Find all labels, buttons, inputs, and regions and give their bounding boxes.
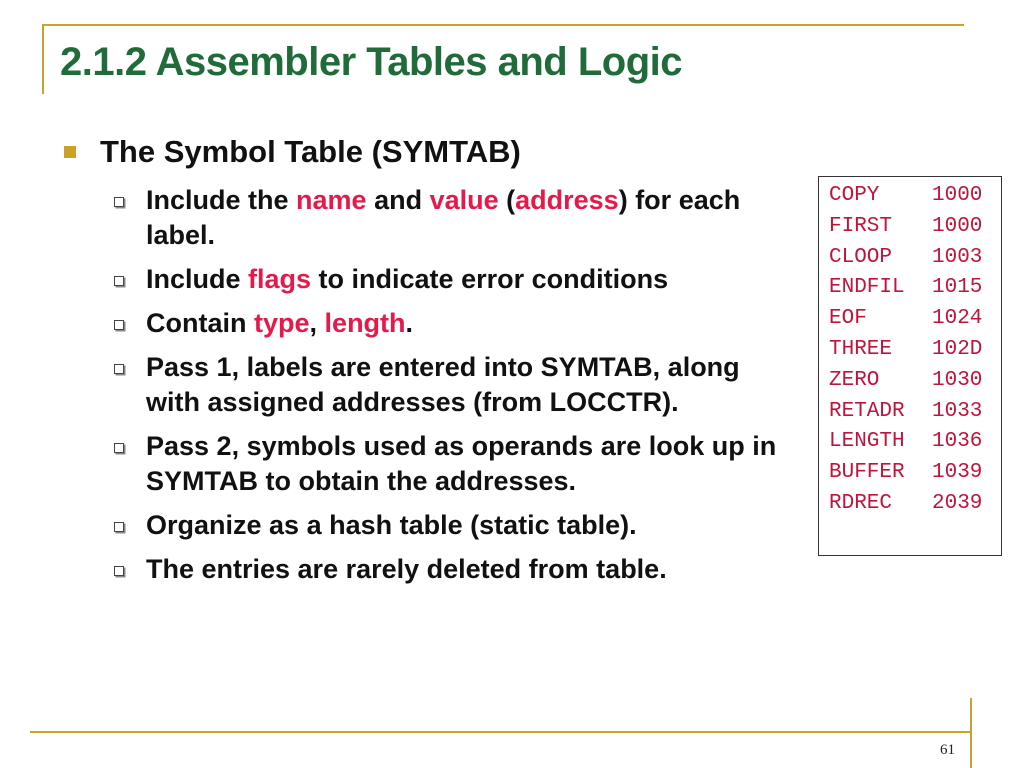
- symtab-row: [829, 427, 1001, 458]
- symbol-name: ZERO: [829, 368, 880, 392]
- symtab-row: [829, 304, 1001, 335]
- symtab-row: [829, 181, 1001, 212]
- frame-top-line: [42, 24, 964, 26]
- text: Organize as a hash table (static table).: [146, 510, 637, 540]
- frame-bottom-line: [30, 731, 972, 733]
- symbol-address: 1000: [932, 214, 983, 238]
- symbol-name: BUFFER: [829, 461, 905, 485]
- sub-bullet-list: [112, 183, 792, 596]
- symtab-row: [829, 243, 1001, 274]
- symbol-name: RETADR: [829, 399, 905, 423]
- sub-bullet-flags: [112, 262, 792, 297]
- highlight-type: type: [254, 308, 310, 338]
- symtab-row: [829, 489, 1001, 520]
- sub-bullet-pass2: [112, 429, 792, 499]
- text: ,: [309, 308, 325, 338]
- symbol-name: RDREC: [829, 491, 893, 515]
- highlight-name: name: [296, 185, 367, 215]
- symbol-name: ENDFIL: [829, 276, 905, 300]
- page-number: 61: [940, 742, 955, 758]
- symbol-address: 1015: [932, 276, 983, 300]
- sub-bullet-type-length: [112, 306, 792, 341]
- symbol-address: 1036: [932, 430, 983, 454]
- symbol-name: FIRST: [829, 214, 893, 238]
- main-bullet: [64, 134, 521, 170]
- text: Pass 1, labels are entered into SYMTAB, along with assigned addresses (from LOCCTR).: [146, 352, 740, 417]
- text: Include the: [146, 185, 297, 215]
- symbol-name: LENGTH: [829, 430, 905, 454]
- text: and: [366, 185, 430, 215]
- frame-right-line: [970, 698, 972, 768]
- symbol-address: 1003: [932, 245, 983, 269]
- symbol-address: 1000: [932, 184, 983, 207]
- box-bullet-icon: [114, 320, 124, 330]
- main-bullet-text: The Symbol Table (SYMTAB): [100, 134, 521, 169]
- sub-bullet-hash-table: [112, 508, 792, 543]
- box-bullet-icon: [114, 276, 124, 286]
- symtab-row: [829, 397, 1001, 428]
- frame-left-line: [42, 24, 44, 94]
- box-bullet-icon: [114, 443, 124, 453]
- symtab-row: [829, 335, 1001, 366]
- symtab-row: [829, 366, 1001, 397]
- symbol-address: 1033: [932, 399, 983, 423]
- slide-title: 2.1.2 Assembler Tables and Logic: [60, 40, 683, 84]
- box-bullet-icon: [114, 566, 124, 576]
- text: Pass 2, symbols used as operands are look up in SYMTAB to obtain the addresses.: [146, 431, 777, 496]
- symbol-name: EOF: [829, 307, 867, 331]
- symbol-address: 102D: [932, 337, 983, 361]
- box-bullet-icon: [114, 364, 124, 374]
- text: Include: [146, 264, 249, 294]
- text: .: [405, 308, 414, 338]
- symbol-address: 1024: [932, 307, 983, 331]
- symtab-box: [818, 176, 1002, 556]
- symbol-address: 1039: [932, 461, 983, 485]
- symbol-name: CLOOP: [829, 245, 893, 269]
- symtab-row: [829, 273, 1001, 304]
- highlight-flags: flags: [248, 264, 312, 294]
- symtab-row: [829, 458, 1001, 489]
- symtab-row: [829, 212, 1001, 243]
- box-bullet-icon: [114, 197, 124, 207]
- symbol-address: 2039: [932, 491, 983, 515]
- symbol-address: 1030: [932, 368, 983, 392]
- text: (: [498, 185, 516, 215]
- box-bullet-icon: [114, 522, 124, 532]
- square-bullet-icon: [64, 146, 76, 158]
- text: The entries are rarely deleted from table.: [146, 554, 667, 584]
- symbol-name: THREE: [829, 337, 893, 361]
- sub-bullet-name-value: [112, 183, 792, 253]
- highlight-value: value: [429, 185, 499, 215]
- sub-bullet-rarely-deleted: [112, 552, 792, 587]
- highlight-length: length: [324, 308, 406, 338]
- highlight-address: address: [515, 185, 619, 215]
- text: to indicate error conditions: [311, 264, 669, 294]
- symbol-name: COPY: [829, 184, 880, 207]
- text: Contain: [146, 308, 254, 338]
- sub-bullet-pass1: [112, 350, 792, 420]
- text: ) for each label.: [146, 185, 741, 250]
